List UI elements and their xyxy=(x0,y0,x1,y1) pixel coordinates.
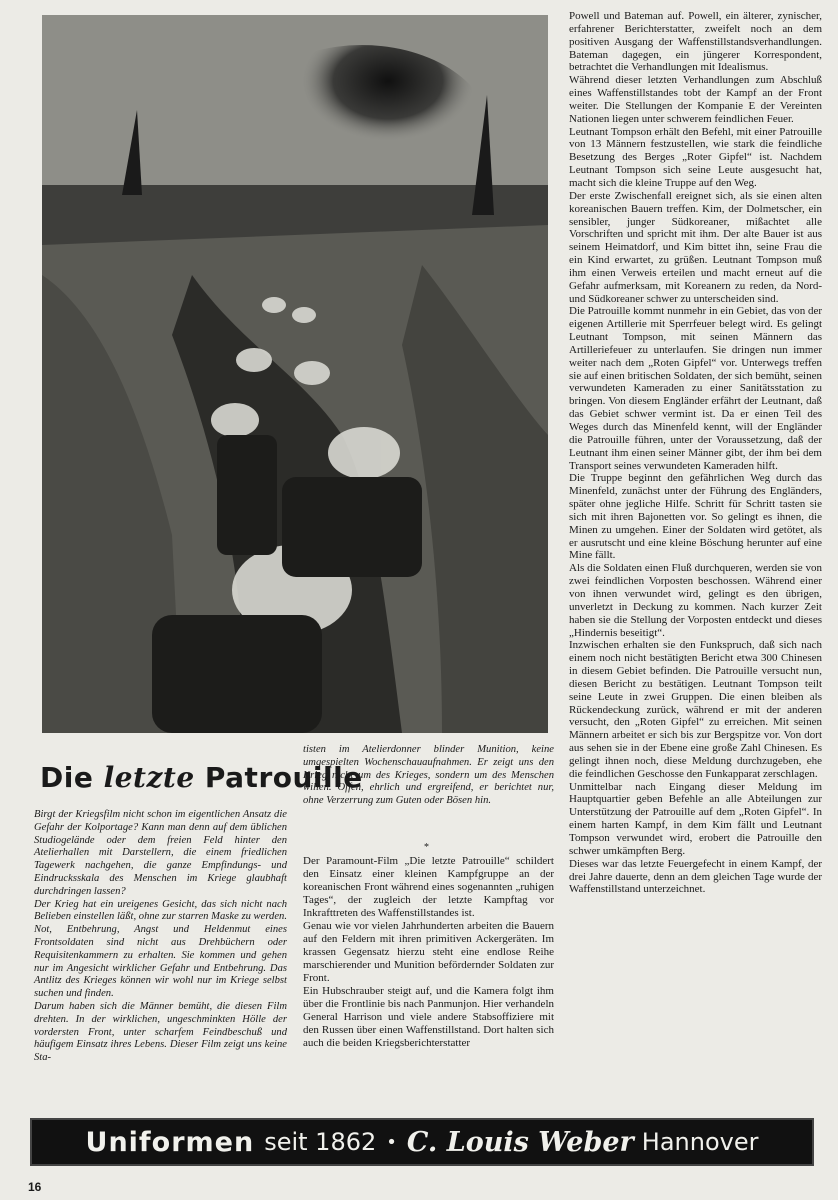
intro-paragraph: Der Krieg hat ein ureigenes Gesicht, das sich nicht nach Belieben einstellen läßt, ohne zur starren Maske zu werden. Not, Entbehrung, Angst und Heldenmut eines Frontsoldaten sind nicht aus Drehbüchern oder Requisitenkammern zu erhalten. Sie kommen und gehen nur im Angesicht wirklicher Gefahr und Entbehrung. Das Antlitz des Krieges können wir wohl nur im Kriege selbst suchen und finden. xyxy=(34,898,287,1000)
intro-paragraph: Birgt der Kriegsfilm nicht schon im eigentlichen Ansatz die Gefahr der Kolportage? Kann man denn auf dem üblichen Studiogelände oder dem freien Feld hinter den Atelierhallen mit Darstellern, die einem friedlichen Tagewerk nachgehen, die ganze Empfindungs- und Eindrucksskala des Menschen im Kriege glaubhaft durchdringen lassen? xyxy=(34,809,287,897)
article-photo xyxy=(42,15,548,733)
body-paragraph: Während dieser letzten Verhandlungen zum Abschluß eines Waffenstillstandes tobt der Kampf an der Front weiter. Die Stellungen der Kompanie E der Vereinten Nationen liegen unter schwerem feindlichen Feuer. xyxy=(569,74,822,125)
body-paragraph: Ein Hubschrauber steigt auf, und die Kamera folgt ihm über die Frontlinie bis nach Panmunjon. Hier verhandeln General Harrison und viele andere Stabsoffiziere mit den Russen über einen Waffenstillstand. Dort halten sich auch die beiden Kriegsberichterstatter xyxy=(303,985,554,1049)
ad-word-uniformen: Uniformen xyxy=(85,1126,255,1158)
intro-paragraph: Darum haben sich die Männer bemüht, die diesen Film drehten. In der wirklichen, ungeschminkten Hölle der vordersten Front, unter scharfem Feindbeschuß und häufigem Einsatz ihres Lebens. Dieser Film zeigt uns keine Sta- xyxy=(34,1000,287,1064)
body-paragraph: Genau wie vor vielen Jahrhunderten arbeiten die Bauern auf den Feldern mit ihren primitiven Ackergeräten. Im krassen Gegensatz hierzu steht eine endlose Reihe marschierender und Munition befördernder Soldaten zur Front. xyxy=(303,920,554,984)
body-column-2 xyxy=(303,855,554,1050)
body-column-3 xyxy=(569,10,822,896)
page-number: 16 xyxy=(28,1180,42,1194)
title-word-die: Die xyxy=(40,761,94,794)
title-word-letzte: letzte xyxy=(103,761,195,794)
body-paragraph: Die Patrouille kommt nunmehr in ein Gebiet, das von der eigenen Artillerie mit Sperrfeuer belegt wird. Es gelingt Leutnant Tompson, mit seinen Männern das Artilleriefeuer zu unterlaufen. Sie dringen nun immer weiter nach dem „Roten Gipfel“ vor. Unterwegs treffen sie auf einen britischen Soldaten, der sich bemüht, seinen verwundeten Kameraden zu einer Sanitätsstation zu bringen. Von diesem Engländer erfährt der Leutnant, daß das Gebiet schwer vermint ist. Da er einen Teil des Weges durch das Minenfeld kennt, will der Engländer die Patrouille führen, unter der Voraussetzung, daß der Leutnant ihm einen seiner Männer gibt, der ihm bei dem Transport seines verwundeten Kameraden hilft. xyxy=(569,305,822,472)
body-paragraph: Der Paramount-Film „Die letzte Patrouille“ schildert den Einsatz einer kleinen Kampfgruppe an der koreanischen Front während eines sogenannten „ruhigen Tages“, der zugleich der letzte Kampftag vor Inkrafttreten des Waffenstillstandes ist. xyxy=(303,855,554,919)
body-paragraph: Der erste Zwischenfall ereignet sich, als sie einen alten koreanischen Bauern treffen. Kim, der Dolmetscher, ein sensibler, junger Südkoreaner, mißachtet alle Vorschriften und spricht mit ihm. Der alte Bauer ist aus seinem Heimatdorf, und Kim bittet ihn, seine Frau die ein Kind erwartet, zu grüßen. Leutnant Tompson muß ihm einen Verweis erteilen und macht erneut auf die Gefahr aufmerksam, mit Koreanern zu reden, da Nord- und Südkoreaner schwer zu unterscheiden sind. xyxy=(569,189,822,305)
body-paragraph: Powell und Bateman auf. Powell, ein älterer, zynischer, erfahrener Berichterstatter, zweifelt noch an dem positiven Ausgang der Waffenstillstandsverhandlungen. Bateman dagegen, ein jüngerer Korrespondent, betrachtet die Verhandlungen mit Idealismus. xyxy=(569,10,822,74)
title-word-patrouille: Patrouille xyxy=(204,761,363,794)
intro-column-2 xyxy=(303,744,554,808)
article-title xyxy=(40,758,363,798)
ad-since-year: seit 1862 xyxy=(264,1128,377,1156)
section-separator: * xyxy=(424,842,429,853)
intro-column-1 xyxy=(34,809,287,1065)
body-paragraph: Leutnant Tompson erhält den Befehl, mit einer Patrouille von 13 Männern festzustellen, wie stark die feindliche Besetzung des Berges „Roter Gipfel“ ist. Nachdem Leutnant Tompson sich seine Leute ausgesucht hat, macht sich die kleine Truppe auf den Weg. xyxy=(569,125,822,189)
ad-brand: C. Louis Weber xyxy=(406,1126,634,1158)
body-paragraph: Unmittelbar nach Eingang dieser Meldung im Hauptquartier geben Befehle an alle Abteilungen zur Unterstützung der Patrouille auf dem „Roten Gipfel“. In einem harten Kampf, in dem Kim fällt und Leutnant Tompson verwundet wird, erobert die Patrouille den schwer umkämpften Berg. xyxy=(569,780,822,857)
body-paragraph: Inzwischen erhalten sie den Funkspruch, daß sich nach einem noch nicht bestätigten Bericht etwa 300 Chinesen in diesem Gebiet befinden. Die Patrouille versucht nun, diesen Bericht zu bestätigen. Leutnant Tompson teilt seine Leute in zwei Gruppen. Die einen bleiben als Rückendeckung zurück, während er mit der anderen versucht, den „Roten Gipfel“ zu erreichen. Mit seinen Männern arbeitet er sich bis zur Bergspitze vor. Von dort aus sehen sie in der Ebene eine große Zahl Chinesen. Es gelingt ihnen noch, diese Meldung durchzugeben, ehe die feindlichen Geschosse den Funkapparat zerschlagen. xyxy=(569,639,822,780)
soldiers-trench-image xyxy=(42,15,548,733)
body-paragraph: Als die Soldaten einen Fluß durchqueren, werden sie von zwei feindlichen Vorposten beschossen. Während einer von ihnen verwundet wird, gelingt es den übrigen, unverletzt in Deckung zu kommen. Nach kurzer Zeit haben sie die Stellung der Vorposten entdeckt und dieses „Hindernis beseitigt“. xyxy=(569,562,822,639)
body-paragraph: Dieses war das letzte Feuergefecht in einem Kampf, der drei Jahre dauerte, denn an dem gleichen Tage wurde der Waffenstillstand unterzeichnet. xyxy=(569,857,822,896)
advertisement-banner xyxy=(30,1118,814,1166)
intro-paragraph: tisten im Atelierdonner blinder Munition, keine umgespielten Wochenschauaufnahmen. Er zeigt uns den Krieg nicht um des Krieges, sondern um des Menschen willen. Offen, ehrlich und ergreifend, er berichtet nur, ohne Verzerrung zum Guten oder Bösen hin. xyxy=(303,744,554,807)
body-paragraph: Die Truppe beginnt den gefährlichen Weg durch das Minenfeld, zunächst unter der Führung des Engländers, später ohne jegliche Hilfe. Schritt für Schritt tasten sie sich mit ihren Bajonetten vor. So gelingt es ihnen, die Minen zu umgehen. Einer der Soldaten wird getötet, als er ausrutscht und eine kleine Böschung herunter auf eine Mine fällt. xyxy=(569,472,822,562)
ad-city: Hannover xyxy=(641,1128,759,1156)
ad-bullet: • xyxy=(386,1131,397,1153)
